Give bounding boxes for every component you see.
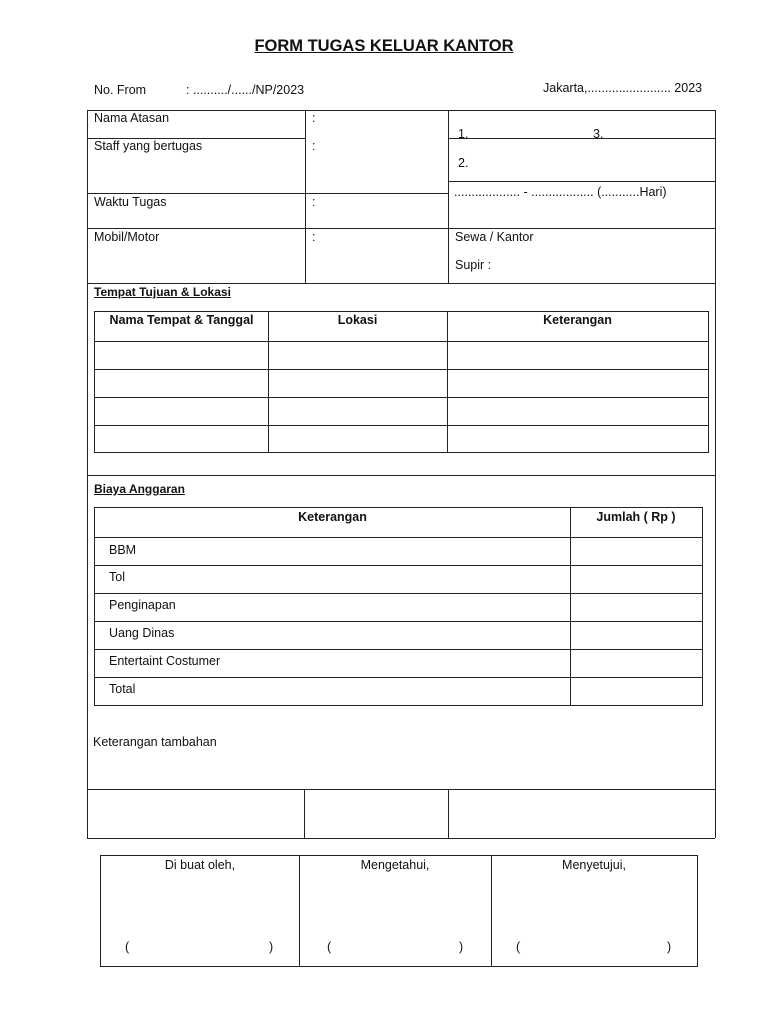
- tujuan-header-nama: Nama Tempat & Tanggal: [109, 313, 254, 327]
- signature-open-1: (: [125, 940, 130, 954]
- supir-label: Supir :: [455, 258, 492, 272]
- signature-box: [100, 855, 698, 967]
- signature-open-3: (: [516, 940, 521, 954]
- no-form-value: : ........../....../NP/2023: [186, 83, 305, 97]
- nama-atasan-label: Nama Atasan: [94, 111, 170, 125]
- signature-label-dibuat: Di buat oleh,: [164, 858, 236, 872]
- mobil-label: Mobil/Motor: [94, 230, 160, 244]
- mobil-colon: :: [312, 230, 316, 244]
- signature-close-1: ): [269, 940, 274, 954]
- biaya-row-total: Total: [109, 682, 136, 696]
- staff-label: Staff yang bertugas: [94, 139, 203, 153]
- biaya-heading: Biaya Anggaran: [94, 482, 185, 496]
- keterangan-tambahan-label: Keterangan tambahan: [93, 735, 217, 749]
- biaya-row-tol: Tol: [109, 570, 125, 584]
- signature-close-2: ): [459, 940, 464, 954]
- biaya-row-penginapan: Penginapan: [109, 598, 176, 612]
- biaya-row-uang-dinas: Uang Dinas: [109, 626, 175, 640]
- tujuan-header-keterangan: Keterangan: [543, 313, 612, 327]
- waktu-label: Waktu Tugas: [94, 195, 167, 209]
- tujuan-table: [94, 311, 709, 453]
- biaya-row-bbm: BBM: [109, 543, 137, 557]
- sewa-label: Sewa / Kantor: [455, 230, 534, 244]
- tujuan-header-lokasi: Lokasi: [337, 313, 378, 327]
- waktu-value[interactable]: ................... - .................. (...........Hari): [454, 185, 667, 199]
- staff-1[interactable]: 1.: [458, 127, 469, 141]
- form-title-text: FORM TUGAS KELUAR KANTOR: [254, 37, 514, 55]
- staff-2[interactable]: 2.: [458, 156, 469, 170]
- tujuan-heading: Tempat Tujuan & Lokasi: [94, 285, 231, 299]
- nama-atasan-colon: :: [312, 111, 316, 125]
- biaya-header-keterangan: Keterangan: [298, 510, 367, 524]
- biaya-header-jumlah: Jumlah ( Rp ): [596, 510, 676, 524]
- staff-3[interactable]: 3.: [593, 127, 604, 141]
- signature-close-3: ): [667, 940, 672, 954]
- signature-label-mengetahui: Mengetahui,: [360, 858, 430, 872]
- staff-colon: :: [312, 139, 316, 153]
- signature-open-2: (: [327, 940, 332, 954]
- city-date: Jakarta,........................ 2023: [543, 81, 703, 95]
- biaya-table: [94, 507, 703, 706]
- biaya-row-entertaint: Entertaint Costumer: [109, 654, 221, 668]
- form-title: [0, 37, 768, 56]
- waktu-colon: :: [312, 195, 316, 209]
- signature-label-menyetujui: Menyetujui,: [562, 858, 626, 872]
- no-form-label: No. From: [94, 83, 147, 97]
